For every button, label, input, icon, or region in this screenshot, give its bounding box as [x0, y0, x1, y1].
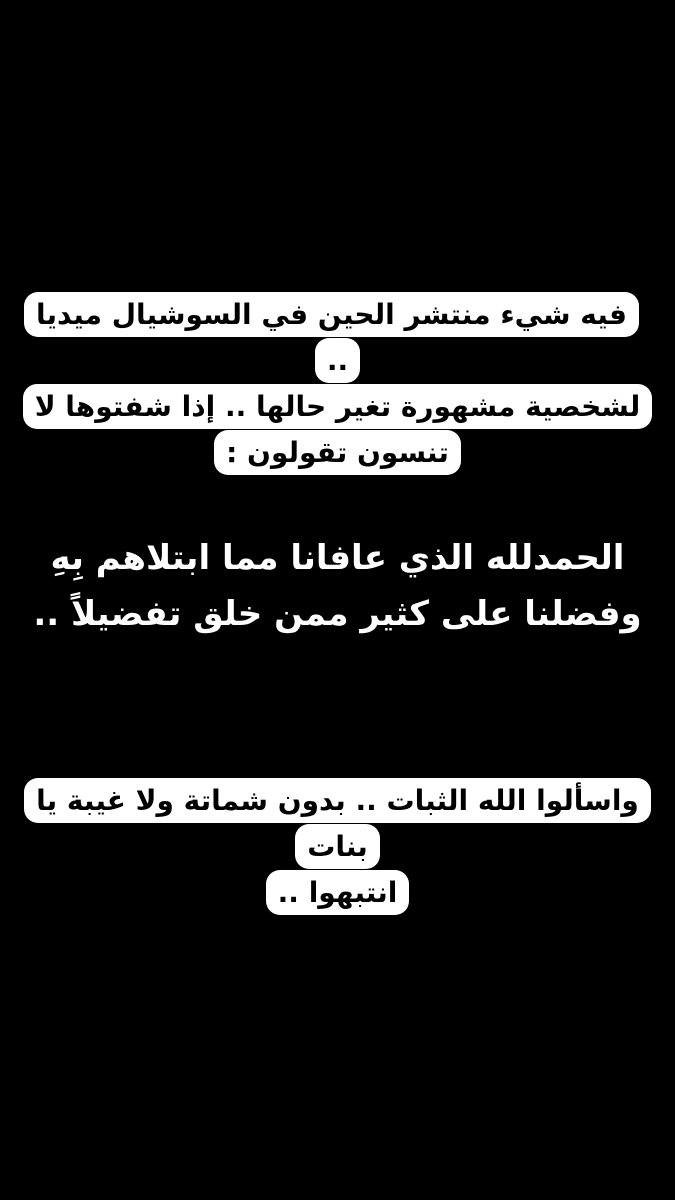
caption-line: [20, 430, 655, 476]
caption-line: [20, 870, 655, 916]
caption-text: انتبهوا ..: [266, 870, 410, 915]
caption-text: تنسون تقولون :: [214, 430, 461, 475]
caption-plain-middle: [30, 530, 645, 642]
caption-line: [20, 384, 655, 430]
caption-line: وفضلنا على كثير ممن خلق تفضيلاً ..: [33, 594, 642, 634]
caption-text: لشخصية مشهورة تغير حالها .. إذا شفتوها لا: [23, 384, 653, 429]
caption-text: واسألوا الله الثبات .. بدون شماتة ولا غيبة يا بنات: [24, 778, 651, 869]
caption-line: [20, 778, 655, 870]
caption-box-bottom: [20, 778, 655, 916]
caption-line: الحمدلله الذي عافانا مما ابتلاهم بِهِ: [50, 538, 625, 578]
caption-line: [20, 292, 655, 384]
caption-text: فيه شيء منتشر الحين في السوشيال ميديا ..: [24, 292, 639, 383]
caption-box-top: [20, 292, 655, 476]
